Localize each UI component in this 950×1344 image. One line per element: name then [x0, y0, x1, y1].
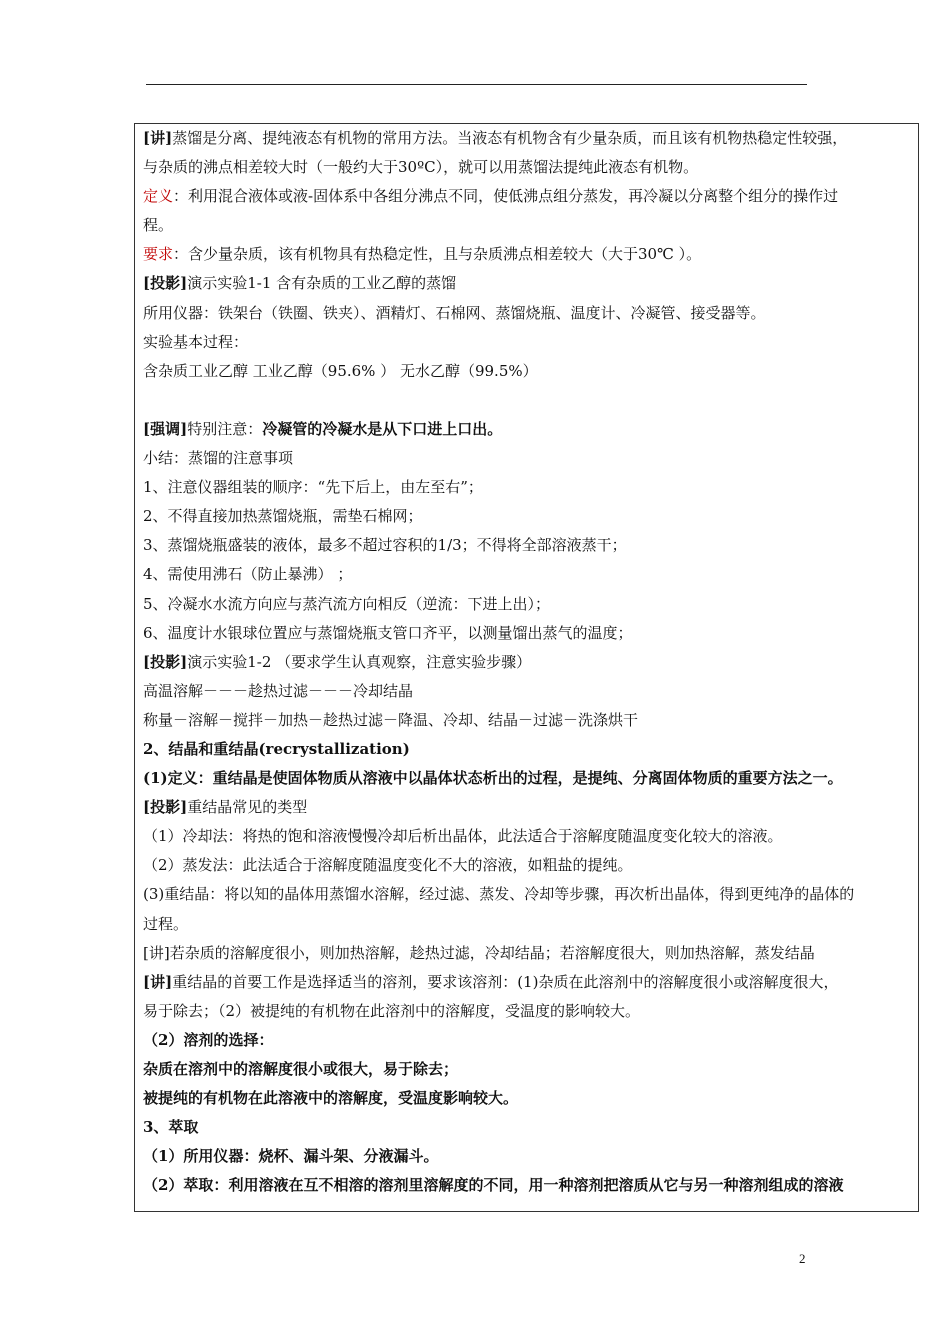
- text-line: [143, 560, 912, 589]
- text-run: 5、冷凝水水流方向应与蒸汽流方向相反（逆流：下进上出）；: [143, 594, 551, 613]
- text-line: [143, 968, 912, 997]
- text-line: [143, 531, 912, 560]
- text-run: ：含少量杂质，该有机物具有热稳定性，且与杂质沸点相差较大（大于30℃ ）。: [173, 245, 702, 264]
- bold-text: [讲]: [143, 129, 173, 147]
- text-line: [143, 328, 912, 357]
- text-line: [143, 764, 912, 793]
- text-run: 易于除去；（2）被提纯的有机物在此溶剂中的溶解度，受温度的影响较大。: [143, 1001, 641, 1020]
- text-run: 6、温度计水银球位置应与蒸馏烧瓶支管口齐平，以测量馏出蒸气的温度；: [143, 623, 633, 642]
- text-run: (3)重结晶：将以知的晶体用蒸馏水溶解，经过滤、蒸发、冷却等步骤，再次析出晶体，得到更纯净的晶体的: [143, 885, 855, 904]
- text-run: 小结：蒸馏的注意事项: [143, 449, 294, 468]
- text-line: [143, 706, 912, 735]
- term-label: 定义: [143, 187, 174, 206]
- bold-text: （2）溶剂的选择：: [143, 1030, 274, 1049]
- text-line: [143, 299, 912, 328]
- text-line: [143, 1026, 912, 1055]
- bold-text: 3、萃取: [143, 1118, 199, 1137]
- text-line: [143, 502, 912, 531]
- text-run: 高温溶解－－－趁热过滤－－－冷却结晶: [143, 681, 414, 700]
- text-line: [143, 793, 912, 822]
- text-run: （2）蒸发法：此法适合于溶解度随温度变化不大的溶液，如粗盐的提纯。: [143, 856, 633, 875]
- bold-text: [讲]: [143, 972, 173, 991]
- text-line: [143, 880, 912, 909]
- bold-text: 被提纯的有机物在此溶液中的溶解度，受温度影响较大。: [143, 1089, 519, 1108]
- text-line: [143, 415, 912, 444]
- text-line: [143, 822, 912, 851]
- bold-text: (1)定义：重结晶是使固体物质从溶液中以晶体状态析出的过程，是提纯、分离固体物质的重要方法之一。: [143, 769, 843, 788]
- text-line: [143, 211, 912, 240]
- text-run: 演示实验1-2 （要求学生认真观察，注意实验步骤）: [187, 652, 532, 671]
- text-line: [143, 735, 912, 764]
- lesson-text: [143, 124, 912, 1200]
- text-run: 蒸馏是分离、提纯液态有机物的常用方法。当液态有机物含有少量杂质，而且该有机物热稳定性较强，: [172, 129, 848, 147]
- text-line: [143, 677, 912, 706]
- text-line: [143, 997, 912, 1026]
- text-line: [143, 240, 912, 269]
- text-line: [143, 619, 912, 648]
- text-run: ：利用混合液体或液-固体系中各组分沸点不同，使低沸点组分蒸发，再冷凝以分离整个组分的操作过: [173, 187, 839, 206]
- text-run: 4、需使用沸石（防止暴沸） ；: [143, 565, 353, 584]
- text-line: [143, 1113, 912, 1142]
- text-line: [143, 357, 912, 386]
- text-line: [143, 648, 912, 677]
- term-label: 要求: [143, 245, 174, 264]
- text-line: [143, 1084, 912, 1113]
- text-run: [讲]若杂质的溶解度很小，则加热溶解，趁热过滤，冷却结晶；若溶解度很大，则加热溶解，蒸发结晶: [143, 943, 815, 962]
- content-table-cell: [134, 123, 919, 1212]
- text-line: [143, 153, 912, 182]
- text-line: [143, 1142, 912, 1171]
- bold-text: [投影]: [143, 652, 188, 671]
- text-run: 重结晶的首要工作是选择适当的溶剂，要求该溶剂：(1)杂质在此溶剂中的溶解度很小或溶解度很大，: [172, 972, 839, 991]
- bold-text: [投影]: [143, 274, 188, 293]
- text-line: [143, 386, 912, 415]
- text-line: [143, 1055, 912, 1084]
- text-run: 程。: [143, 216, 174, 235]
- text-run: 特别注意：: [187, 419, 263, 438]
- text-line: [143, 473, 912, 502]
- text-line: [143, 1171, 912, 1200]
- bold-text: （1）所用仪器：烧杯、漏斗架、分液漏斗。: [143, 1147, 439, 1166]
- text-run: 含杂质工业乙醇 工业乙醇（95.6% ） 无水乙醇（99.5%）: [143, 361, 538, 380]
- header-rule: [146, 84, 807, 85]
- text-line: [143, 182, 912, 211]
- bold-text: 杂质在溶剂中的溶解度很小或很大，易于除去；: [143, 1060, 459, 1078]
- text-run: 所用仪器：铁架台（铁圈、铁夹）、酒精灯、石棉网、蒸馏烧瓶、温度计、冷凝管、接受器等。: [143, 303, 766, 322]
- bold-text: [投影]: [143, 798, 188, 817]
- text-run: 3、蒸馏烧瓶盛装的液体，最多不超过容积的1/3；不得将全部溶液蒸干；: [143, 536, 627, 555]
- bold-text: 冷凝管的冷凝水是从下口进上口出。: [262, 419, 503, 438]
- text-line: [143, 851, 912, 880]
- bold-text: [强调]: [143, 419, 188, 438]
- text-line: [143, 590, 912, 619]
- text-run: 与杂质的沸点相差较大时（一般约大于30ºC），就可以用蒸馏法提纯此液态有机物。: [143, 158, 699, 177]
- text-run: 称量－溶解－搅拌－加热－趁热过滤－降温、冷却、结晶－过滤－洗涤烘干: [143, 710, 639, 729]
- text-line: [143, 269, 912, 298]
- text-run: 演示实验1-1 含有杂质的工业乙醇的蒸馏: [187, 274, 457, 293]
- text-run: （1）冷却法：将热的饱和溶液慢慢冷却后析出晶体，此法适合于溶解度随温度变化较大的溶液。: [143, 827, 783, 846]
- text-line: [143, 939, 912, 968]
- text-line: [143, 444, 912, 473]
- text-line: [143, 910, 912, 939]
- text-line: [143, 124, 912, 153]
- text-run: 2、不得直接加热蒸馏烧瓶，需垫石棉网；: [143, 507, 423, 526]
- page-number: 2: [799, 1251, 806, 1266]
- text-run: 重结晶常见的类型: [187, 798, 308, 817]
- bold-text: （2）萃取：利用溶液在互不相溶的溶剂里溶解度的不同，用一种溶剂把溶质从它与另一种溶剂组成的溶液: [143, 1176, 844, 1195]
- text-run: 实验基本过程：: [143, 332, 249, 351]
- text-run: 1、注意仪器组装的顺序：“先下后上，由左至右”；: [143, 478, 483, 497]
- text-run: 过程。: [143, 914, 189, 933]
- bold-text: 2、结晶和重结晶(recrystallization): [143, 739, 410, 758]
